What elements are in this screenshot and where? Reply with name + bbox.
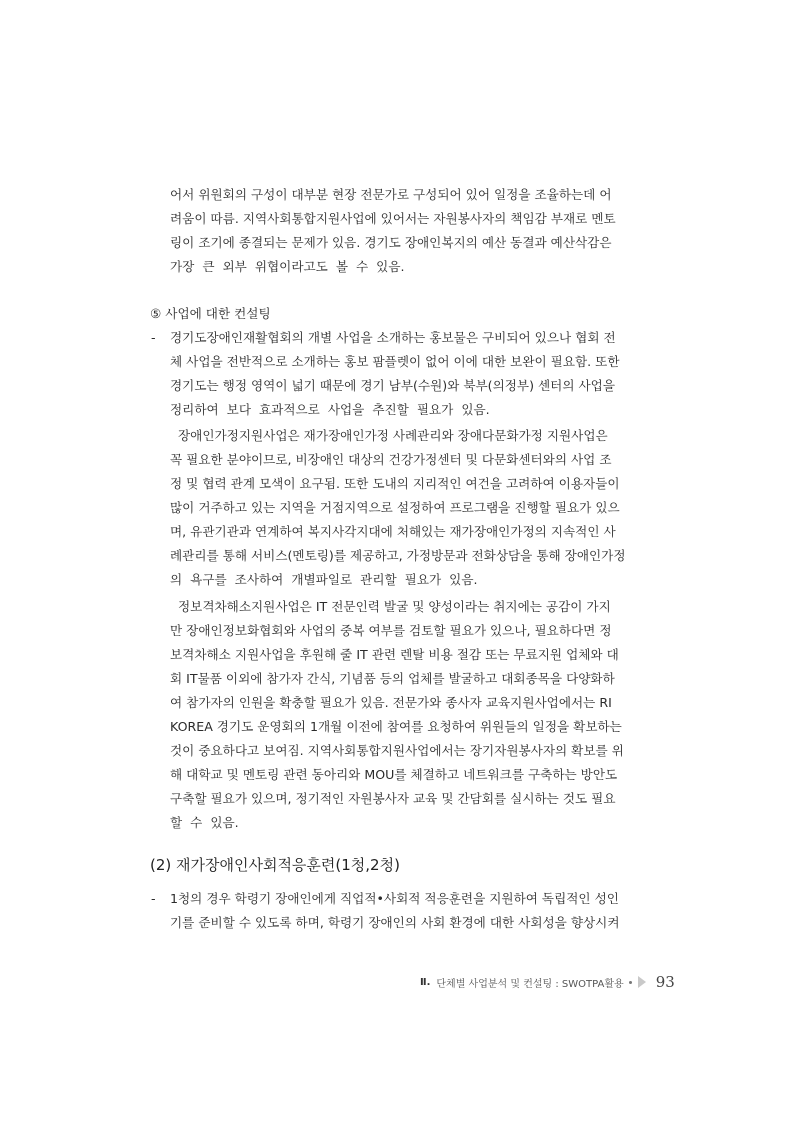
text-line: 것이 중요하다고 보여짐. 지역사회통합지원사업에서는 장기자원봉사자의 확보를 위 — [170, 743, 624, 758]
text-line: 할 수 있음. — [170, 815, 239, 830]
text-line: 정 및 협력 관계 모색이 요구됨. 또한 도내의 지리적인 여건을 고려하여 이용자들이 — [170, 476, 620, 491]
text-line: 의 욕구를 조사하여 개별파일로 관리할 필요가 있음. — [170, 572, 478, 587]
intro-paragraph — [170, 183, 686, 279]
section-2-title: (2) 재가장애인사회적응훈련(1청,2청) — [150, 856, 400, 874]
text-line: 정보격차해소지원사업은 IT 전문인력 발굴 및 양성이라는 취지에는 공감이 가지 — [170, 599, 611, 614]
section-5-paragraph-1 — [170, 326, 686, 422]
text-line: 어서 위원회의 구성이 대부분 현장 전문가로 구성되어 있어 일정을 조율하는데 어 — [170, 187, 612, 202]
bullet-dash: - — [151, 330, 156, 345]
text-line: 며, 유관기관과 연계하여 복지사각지대에 처해있는 재가장애인가정의 지속적인 사 — [170, 524, 616, 539]
bullet-dash: - — [151, 891, 156, 906]
chevron-right-icon — [638, 976, 646, 988]
text-line: 만 장애인정보화협회와 사업의 중복 여부를 검토할 필요가 있으나, 필요하다면 정 — [170, 623, 612, 638]
text-line: 경기도는 행정 영역이 넓기 때문에 경기 남부(수원)와 북부(의정부) 센터의 사업을 — [170, 378, 615, 393]
section-2-paragraph — [170, 887, 686, 935]
footer-chapter: Ⅱ. — [420, 976, 431, 988]
text-line: KOREA 경기도 운영회의 1개월 이전에 참여를 요청하여 위원들의 일정을 확보하는 — [170, 719, 622, 734]
section-5-heading: ⑤ 사업에 대한 컨설팅 — [150, 306, 271, 321]
text-line: 1청의 경우 학령기 장애인에게 직업적•사회적 적응훈련을 지원하여 독립적인 성인 — [170, 891, 619, 906]
text-line: 가장 큰 외부 위협이라고도 볼 수 있음. — [170, 259, 405, 274]
text-line: 기를 준비할 수 있도록 하며, 학령기 장애인의 사회 환경에 대한 사회성을 향상시켜 — [170, 915, 620, 930]
text-line: 체 사업을 전반적으로 소개하는 홍보 팜플렛이 없어 이에 대한 보완이 필요함. 또한 — [170, 354, 620, 369]
text-line: 회 IT물품 이외에 참가자 간식, 기념품 등의 업체를 발굴하고 대회종목을 다양화하 — [170, 671, 615, 686]
bullet-dot-icon — [629, 981, 632, 984]
text-line: 례관리를 통해 서비스(멘토링)를 제공하고, 가정방문과 전화상담을 통해 장애인가정 — [170, 548, 626, 563]
text-line: 많이 거주하고 있는 지역을 거점지역으로 설정하여 프로그램을 진행할 필요가 있으 — [170, 500, 620, 515]
text-line: 꼭 필요한 분야이므로, 비장애인 대상의 건강가정센터 및 다문화센터와의 사업 조 — [170, 452, 612, 467]
page-number: 93 — [655, 973, 675, 991]
text-line: 구축할 필요가 있으며, 정기적인 자원봉사자 교육 및 간담회를 실시하는 것도 필요 — [170, 791, 616, 806]
text-line: 정리하여 보다 효과적으로 사업을 추진할 필요가 있음. — [170, 402, 490, 417]
page-footer — [420, 972, 675, 992]
footer-text: 단체별 사업분석 및 컨설팅 : SWOTPA활용 — [436, 978, 624, 990]
text-line: 장애인가정지원사업은 재가장애인가정 사례관리와 장애다문화가정 지원사업은 — [170, 428, 608, 443]
text-line: 경기도장애인재활협회의 개별 사업을 소개하는 홍보물은 구비되어 있으나 협회 전 — [170, 330, 616, 345]
text-line: 해 대학교 및 멘토링 관련 동아리와 MOU를 체결하고 네트워크를 구축하는 방안도 — [170, 767, 618, 782]
section-5-paragraph-3 — [170, 595, 686, 835]
text-line: 려움이 따름. 지역사회통합지원사업에 있어서는 자원봉사자의 책임감 부재로 멘토 — [170, 211, 616, 226]
text-line: 여 참가자의 인원을 확충할 필요가 있음. 전문가와 종사자 교육지원사업에서는 RI — [170, 695, 612, 710]
section-5-paragraph-2 — [170, 424, 686, 592]
text-line: 링이 조기에 종결되는 문제가 있음. 경기도 장애인복지의 예산 동결과 예산삭감은 — [170, 235, 612, 250]
text-line: 보격차해소 지원사업을 후원해 줄 IT 관련 렌탈 비용 절감 또는 무료지원 업체와 대 — [170, 647, 619, 662]
